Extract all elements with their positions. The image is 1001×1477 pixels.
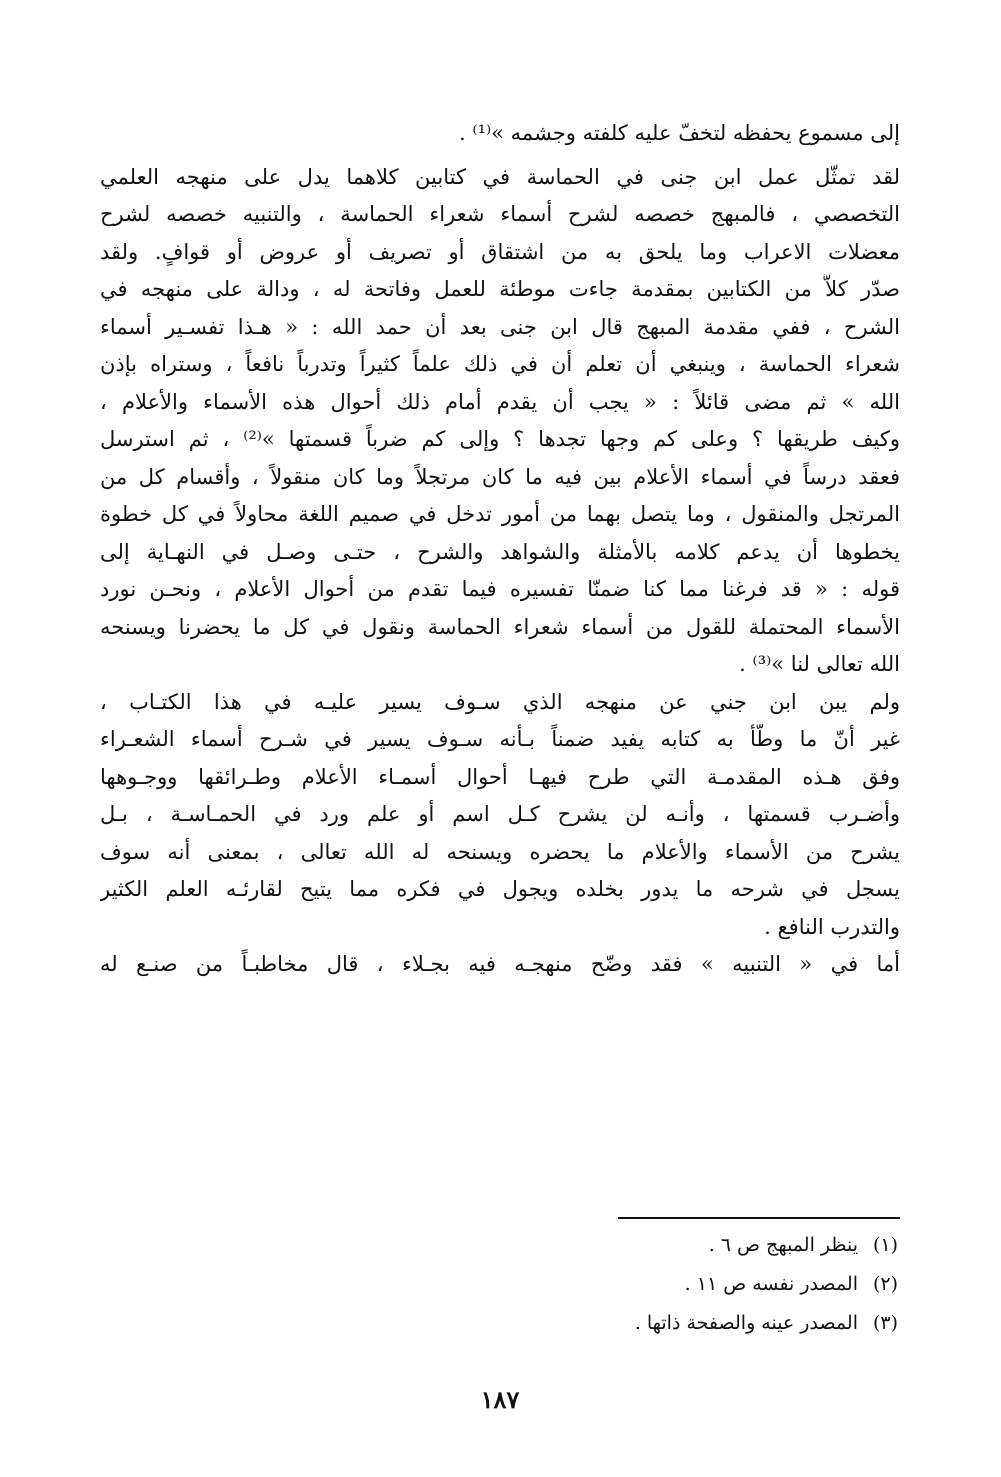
text-line-7: شعراء الحماسة ، وينبغي أن تعلم أن في ذلك علماً كثيراً وتدرباً نافعاً ، وستراه بإذن xyxy=(100,352,900,376)
text-line-11: المرتجل والمنقول ، وما يتصل بهما من أمور تدخل في صميم اللغة محاولاً في كل خطوة xyxy=(100,502,900,526)
text-line-21: يسجل في شرحه ما يدور بخلده ويجول في فكره مما يتيح لقارئـه العلم الكثير xyxy=(100,877,900,901)
text-line-17: غير أنّ ما وطّأ به كتابه يفيد ضمناً بـأنه سـوف يسير في شـرح أسماء الشعـراء xyxy=(100,727,900,751)
text-line-23: أما في « التنبيه » فقد وضّح منهجـه فيه بجـلاء ، قال مخاطبـاً من صنـع له xyxy=(100,952,900,976)
text-line-10: فعقد درساً في أسماء الأعلام بين فيه ما كان مرتجلاً وما كان منقولاً ، وأقسام كل من xyxy=(100,464,900,489)
text-line-9: وكيف طريقها ؟ وعلى كم وجها تجدها ؟ وإلى كم ضرباً قسمتها »⁽²⁾ ، ثم استرسل xyxy=(100,427,900,451)
text-line-20: يشرح من الأسماء والأعلام ما يحضره ويسنحه له الله تعالى ، بمعنى أنه سوف xyxy=(100,839,900,864)
footnote-text: ينظر المبهج ص ٦ . xyxy=(708,1234,858,1256)
footnote-text: المصدر نفسه ص ١١ . xyxy=(684,1273,858,1295)
text-line-14: الأسماء المحتملة للقول من أسماء شعراء الحماسة ونقول في كل ما يحضرنا ويسنحه xyxy=(100,614,900,639)
text-line-6: الشرح ، ففي مقدمة المبهج قال ابن جنى بعد أن حمد الله : « هـذا تفسـير أسماء xyxy=(100,314,900,339)
footnote-3 xyxy=(500,1310,898,1349)
text-line-8: الله » ثم مضى قائلاً : « يجب أن يقدم أمام ذلك أحوال هذه الأسماء والأعلام ، xyxy=(100,389,900,414)
footnote-2 xyxy=(500,1271,898,1310)
text-line-2: لقد تمثّل عمل ابن جنى في الحماسة في كتابين كلاهما يدل على منهجه العلمي xyxy=(100,164,900,189)
text-line-12: يخطوها أن يدعم كلامه بالأمثلة والشواهد والشرح ، حتـى وصـل في النهـاية إلى xyxy=(100,539,900,564)
text-line-18: وفق هـذه المقدمـة التي طرح فيهـا أحوال أسمـاء الأعلام وطـرائقها ووجـوهها xyxy=(100,764,900,789)
footnotes xyxy=(500,1232,898,1349)
text-line-19: وأضـرب قسمتها ، وأنـه لن يشرح كـل اسم أو علم ورد في الحمـاسـة ، بـل xyxy=(100,802,900,826)
body-text xyxy=(100,118,900,987)
text-line-3: التخصصي ، فالمبهج خصصه لشرح أسماء شعراء الحماسة ، والتنبيه خصصه لشرح xyxy=(100,202,900,226)
text-line-4: معضلات الاعراب وما يلحق به من اشتقاق أو تصريف أو عروض أو قوافٍ. ولقد xyxy=(100,239,900,264)
footnote-number: (٢) xyxy=(872,1273,898,1295)
footnote-text: المصدر عينه والصفحة ذاتها . xyxy=(634,1312,858,1334)
footnote-1 xyxy=(500,1232,898,1271)
text-line-5: صدّر كلاًّ من الكتابين بمقدمة جاءت موطئة للعمل وفاتحة له ، ودالة على منهجه في xyxy=(100,277,900,301)
text-line-1: إلى مسموع يحفظه لتخفّ عليه كلفته وجشمه »⁽¹⁾ . xyxy=(459,121,900,145)
footnote-number: (٣) xyxy=(872,1312,898,1334)
footnote-number: (١) xyxy=(872,1234,898,1256)
text-line-15: الله تعالى لنا »⁽³⁾ . xyxy=(739,652,900,676)
footnote-separator xyxy=(618,1217,900,1219)
text-line-13: قوله : « قد فرغنا مما كنا ضمنّا تفسيره فيما تقدم من أحوال الأعلام ، ونحـن نورد xyxy=(100,577,900,601)
text-line-22: والتدرب النافع . xyxy=(764,914,900,939)
page-number: ١٨٧ xyxy=(480,1385,520,1414)
text-line-16: ولم يبن ابن جني عن منهجه الذي سـوف يسير عليـه في هذا الكتـاب ، xyxy=(100,689,900,714)
